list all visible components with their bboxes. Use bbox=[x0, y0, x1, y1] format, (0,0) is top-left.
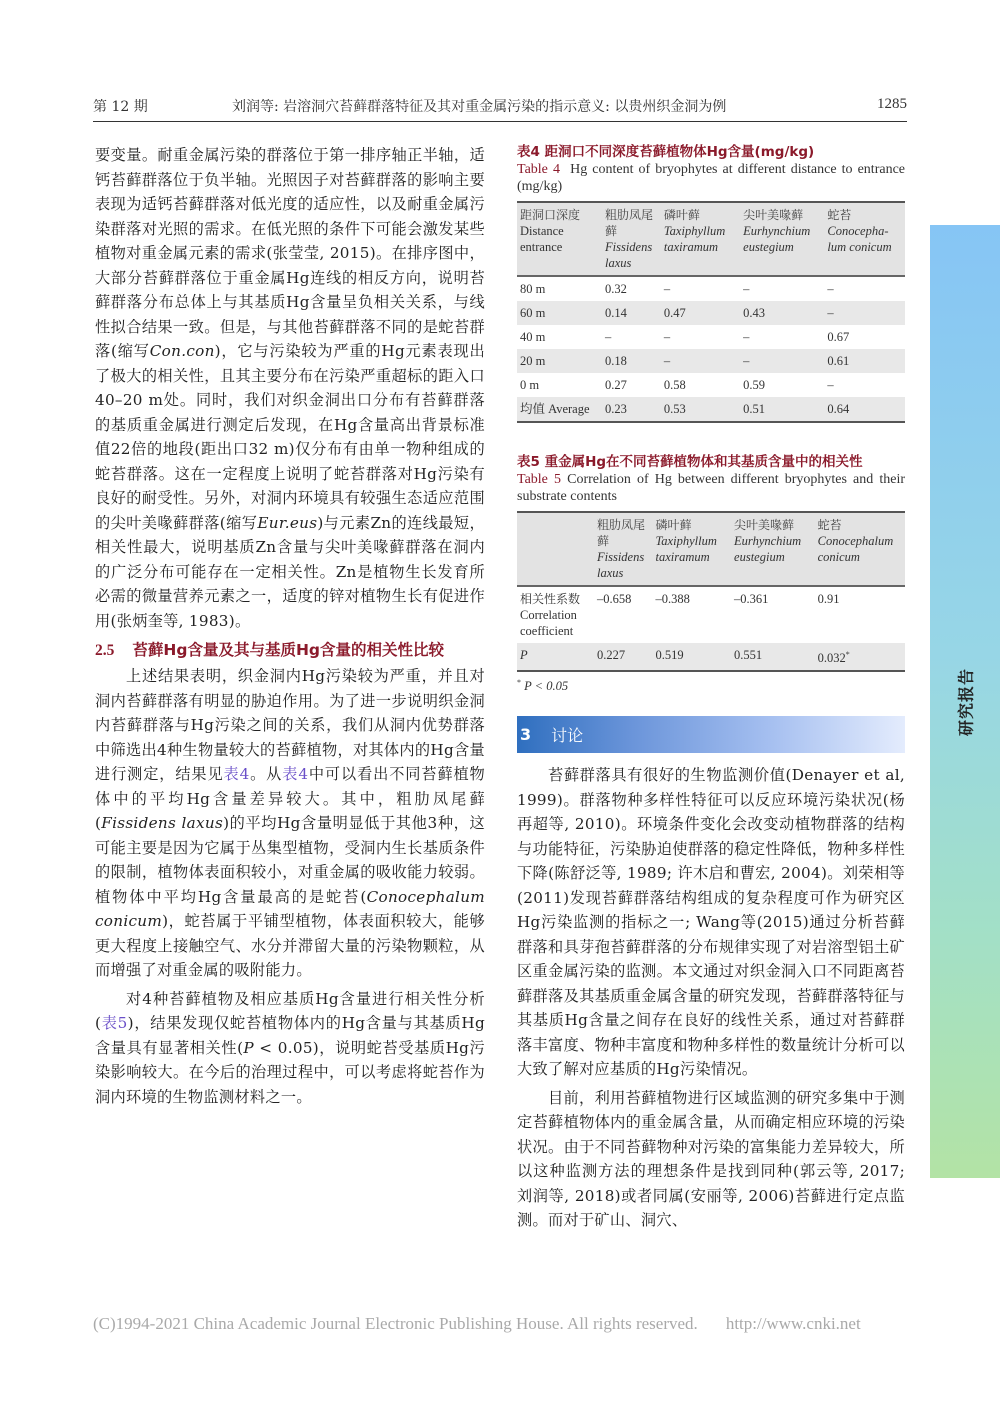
label-en: P bbox=[520, 648, 528, 662]
species-name: Conocephalum conicum bbox=[95, 887, 485, 930]
running-header bbox=[93, 96, 907, 118]
header-en: Eurhynchium eustegium bbox=[743, 224, 811, 254]
row-label: 60 m bbox=[517, 301, 602, 325]
note-text: P < 0.05 bbox=[524, 679, 569, 694]
table4-cell: – bbox=[827, 378, 834, 392]
table4-cell: 0.32 bbox=[605, 282, 627, 296]
right-column bbox=[517, 143, 905, 1233]
paragraph-discussion-2: 目前，利用苔藓植物进行区域监测的研究多集中于测定苔藓植物体内的重金属含量，从而确定相应环境的污染状况。由于不同苔藓物种对污染的富集能力差异较大，所以这种监测方法的理想条件是找到同种(郭云等, 2017; 刘润等, 2018)或者同属(安丽等, 2006)苔藓进行定点监测。而对于矿山、洞穴、 bbox=[517, 1088, 905, 1230]
header-cn: 磷叶藓 bbox=[663, 208, 700, 222]
cell-value: 0.551 bbox=[734, 648, 763, 662]
row-label bbox=[517, 586, 594, 643]
table4-cell: – bbox=[740, 349, 824, 373]
table5-cell bbox=[594, 586, 653, 643]
table4-header-cell bbox=[602, 202, 661, 276]
text-run: )与元素Zn的连线最短，相关性最大，说明基质Zn含量与尖叶美喙藓群落在洞内的广泛分布可能存在一定相关性。Zn是植物生长发育所必需的微量营养元素之一，适度的锌对植物生长有促进作用(张炳奎等, 1983)。 bbox=[95, 513, 485, 630]
table5-row bbox=[517, 643, 905, 671]
p-symbol: P bbox=[243, 1038, 254, 1057]
row-label bbox=[517, 643, 594, 671]
text-run: 上述结果表明，织金洞内Hg污染较为严重，并且对洞内苔藓群落有明显的胁迫作用。为了进一步说明织金洞内苔藓群落与Hg污染之间的关系，我们从洞内优势群落中筛选出4种生物量较大的苔藓植物，对其体内的Hg含量进行测定，结果见 bbox=[95, 667, 485, 783]
table4-cell: – bbox=[605, 330, 612, 344]
table4-cell: 0.61 bbox=[824, 349, 905, 373]
paragraph-correlation bbox=[95, 987, 485, 1110]
table4-link[interactable]: 表4 bbox=[282, 765, 309, 783]
table4-row bbox=[517, 373, 905, 397]
table-label: Table 5 bbox=[517, 472, 561, 487]
table4-row bbox=[517, 349, 905, 373]
table4-caption-en bbox=[517, 161, 905, 195]
section-side-tab bbox=[930, 225, 1000, 1178]
header-cn: 尖叶美喙藓 bbox=[743, 208, 804, 222]
table4-cell: 0.58 bbox=[663, 378, 686, 392]
table4-cell: – bbox=[824, 301, 905, 325]
caption-text: Correlation of Hg between different bryophytes and their substrate contents bbox=[517, 472, 905, 504]
footer bbox=[93, 1314, 907, 1334]
species-name: Fissidens laxus bbox=[101, 814, 224, 832]
header-en: Fissidens laxus bbox=[597, 550, 645, 580]
cell-value: 0.91 bbox=[817, 592, 840, 606]
section-heading-3 bbox=[517, 716, 905, 753]
table5-note bbox=[517, 678, 905, 694]
section-title: 苔藓Hg含量及其与基质Hg含量的相关性比较 bbox=[132, 641, 445, 659]
paragraph-ordination bbox=[95, 143, 485, 633]
header-cn: 粗肋凤尾藓 bbox=[605, 208, 654, 238]
row-label: 0 m bbox=[520, 378, 540, 392]
table4-cell: – bbox=[661, 349, 740, 373]
section-number: 3 bbox=[520, 725, 532, 745]
side-tab-label: 研究报告 bbox=[956, 667, 976, 736]
table5-header-cell bbox=[653, 512, 732, 586]
header-en: Taxiphyllum taxiramum bbox=[655, 534, 717, 564]
table5-header-cell bbox=[594, 512, 653, 586]
text-run: < 0.05)，说明蛇苔受基质Hg污染影响较大。在今后的治理过程中，可以考虑将蛇苔作为洞内环境的生物监测材料之一。 bbox=[95, 1038, 485, 1106]
table4-cell: 0.51 bbox=[740, 397, 824, 422]
footer-url[interactable]: http://www.cnki.net bbox=[725, 1314, 861, 1333]
table4-hg-content bbox=[517, 201, 905, 423]
table5-cell bbox=[815, 643, 905, 671]
table5-header-cell bbox=[517, 512, 594, 586]
table5-caption-cn: 表5 重金属Hg在不同苔藓植物体和其基质含量中的相关性 bbox=[517, 454, 863, 470]
header-cn: 蛇苔 bbox=[817, 518, 842, 532]
table4-cell: 0.43 bbox=[740, 301, 824, 325]
section-number: 2.5 bbox=[95, 642, 115, 659]
table5-cell bbox=[594, 643, 653, 671]
table5-cell bbox=[731, 643, 815, 671]
row-label: 20 m bbox=[517, 349, 602, 373]
section-title: 讨论 bbox=[551, 726, 584, 746]
header-cn: 尖叶美喙藓 bbox=[734, 518, 795, 532]
table5-correlation bbox=[517, 511, 905, 672]
header-en: Conocephalum conicum bbox=[817, 534, 894, 564]
row-label: 均值 Average bbox=[517, 397, 602, 422]
table4-cell: – bbox=[663, 282, 671, 296]
table5-cell bbox=[731, 586, 815, 643]
label-en: Correlation coefficient bbox=[520, 608, 577, 638]
table5-cell bbox=[653, 586, 732, 643]
table4-header-cell bbox=[661, 202, 740, 276]
table4-header-cell bbox=[740, 202, 824, 276]
table5-header-cell bbox=[815, 512, 905, 586]
header-cn: 蛇苔 bbox=[827, 208, 852, 222]
table4-cell: 0.64 bbox=[824, 397, 905, 422]
text-run: 要变量。耐重金属污染的群落位于第一排序轴正半轴，适钙苔藓群落位于负半轴。光照因子对苔藓群落的影响主要表现为适钙苔藓群落对低光度的适应性，以及耐重金属污染群落对光照的需求。在低光照的条件下可能会激发某些植物对重金属元素的需求(张莹莹, 2015)。在排序图中，大部分苔藓群落位于重金属Hg连线的相反方向，说明苔藓群落分布总体上与其基质Hg含量呈负相关关系，与线性拟合结果一致。但是，与其他苔藓群落不同的是蛇苔群落(缩写 bbox=[95, 146, 485, 360]
table5-cell bbox=[815, 586, 905, 643]
row-label: 40 m bbox=[520, 330, 546, 344]
header-en: Distance entrance bbox=[520, 224, 564, 254]
cell-value: –0.658 bbox=[597, 592, 632, 606]
header-cn: 距洞口深度 bbox=[520, 208, 581, 222]
table4-header-cell bbox=[824, 202, 905, 276]
abbr-eur-eus: Eur.eus bbox=[257, 513, 318, 532]
text-run: )，蛇苔属于平铺型植物，体表面积较大，能够更大程度上接触空气、水分并滞留大量的污染物颗粒，从而增强了对重金属的吸附能力。 bbox=[95, 912, 485, 979]
paragraph-discussion-1: 苔藓群落具有很好的生物监测价值(Denayer et al, 1999)。群落物种多样性特征可以反应环境污染状况(杨再超等, 2010)。环境条件变化会改变动植物群落的结构与功能特征，污染胁迫使群落的稳定性降低，物种多样性下降(陈舒泛等, 1989; 许木启和曹宏, 2004)。刘荣相等(2011)发现苔藓群落结构组成的复杂程度可作为研究区Hg污染监测的指标之一; Wang等(2015)通过分析苔藓群落和具芽孢苔藓群落的分布规律实现了对岩溶型铝土矿区重金属污染的监测。本文通过对织金洞入口不同距离苔藓群落及其基质重金属含量的研究发现，苔藓群落特征与其基质Hg含量之间存在良好的线性关系，通过对苔藓群落丰富度、物种丰富度和物种多样性的数量统计分析可以大致了解对应基质的Hg污染情况。 bbox=[517, 766, 905, 1079]
note-marker: * bbox=[517, 678, 521, 688]
table4-cell: – bbox=[743, 330, 750, 344]
table4-cell: 0.27 bbox=[605, 378, 627, 392]
table-label: Table 4 bbox=[517, 162, 560, 177]
table4-row bbox=[517, 325, 905, 349]
cell-value: 0.227 bbox=[597, 648, 626, 662]
significance-marker: * bbox=[845, 650, 850, 659]
header-en: Fissidens laxus bbox=[605, 240, 653, 270]
table4-row bbox=[517, 397, 905, 422]
text-run: )，它与污染较为严重的Hg元素表现出了极大的相关性，且其主要分布在污染严重超标的距入口40–20 m处。同时，我们对织金洞出口分布有苔藓群落的基质重金属进行测定后发现，在Hg含量高出背景标准值22倍的地段(距出口32 m)仅分布有由单一物种组成的蛇苔群落。这在一定程度上说明了蛇苔群落对Hg污染有良好的耐受性。另外，对洞内环境具有较强生态适应范围的尖叶美喙藓群落(缩写 bbox=[95, 342, 485, 532]
table4-cell: 0.53 bbox=[661, 397, 740, 422]
header-en: Eurhynchium eustegium bbox=[734, 534, 802, 564]
table4-cell: 0.14 bbox=[602, 301, 661, 325]
table4-link[interactable]: 表4 bbox=[223, 765, 250, 783]
row-label: 80 m bbox=[520, 282, 546, 296]
abbr-con-con: Con.con bbox=[149, 342, 215, 360]
running-title: 刘润等: 岩溶洞穴苔藓群落特征及其对重金属污染的指示意义: 以贵州织金洞为例 bbox=[232, 99, 727, 115]
table4-cell: 0.47 bbox=[661, 301, 740, 325]
header-en: Taxiphyllum taxiramum bbox=[663, 224, 726, 254]
text-run: )的平均Hg含量明显低于其他3种，这可能主要是因为它属于丛集型植物，受洞内生长基质条件的限制，植物体表面积较小，对重金属的吸收能力较弱。植物体中平均Hg含量最高的是蛇苔( bbox=[95, 814, 485, 906]
label-cn: 相关性系数 bbox=[520, 592, 581, 606]
table5-link[interactable]: 表5 bbox=[101, 1014, 128, 1032]
left-column bbox=[95, 143, 485, 1109]
section-heading-2-5 bbox=[95, 637, 485, 664]
table4-row bbox=[517, 301, 905, 325]
text-run: 。从 bbox=[249, 765, 283, 783]
table4-header-cell bbox=[517, 202, 602, 276]
cell-value: 0.032 bbox=[817, 651, 846, 666]
text-run: 中可以看出不同苔藓植物体中的平均Hg含量差异较大。其中，粗肋凤尾藓( bbox=[95, 765, 485, 832]
table4-cell: 0.18 bbox=[602, 349, 661, 373]
paragraph-hg-content bbox=[95, 664, 485, 983]
table4-caption-cn: 表4 距洞口不同深度苔藓植物体Hg含量(mg/kg) bbox=[517, 144, 815, 160]
table4-cell: – bbox=[663, 330, 671, 344]
text-run: )，结果发现仅蛇苔植物体内的Hg含量与其基质Hg含量具有显著相关性( bbox=[95, 1014, 486, 1057]
issue-number: 第 12 期 bbox=[93, 99, 148, 115]
table4-cell: – bbox=[743, 282, 750, 296]
table4-cell: 0.67 bbox=[827, 330, 850, 344]
table5-header-cell bbox=[731, 512, 815, 586]
header-cn: 粗肋凤尾藓 bbox=[597, 518, 646, 548]
table5-row bbox=[517, 586, 905, 643]
table4-cell: – bbox=[827, 282, 834, 296]
copyright-text: (C)1994-2021 China Academic Journal Electronic Publishing House. All rights reserved. bbox=[93, 1314, 698, 1333]
header-rule bbox=[93, 121, 907, 122]
text-run: 对4种苔藓植物及相应基质Hg含量进行相关性分析( bbox=[95, 989, 485, 1032]
header-cn: 磷叶藓 bbox=[655, 518, 692, 532]
table5-cell bbox=[653, 643, 732, 671]
table4-cell: 0.23 bbox=[602, 397, 661, 422]
header-en: Conocepha-lum conicum bbox=[827, 224, 892, 254]
cell-value: 0.519 bbox=[655, 648, 684, 662]
table5-caption-en bbox=[517, 471, 905, 505]
table4-row bbox=[517, 276, 905, 301]
page-number: 1285 bbox=[877, 96, 907, 112]
cell-value: –0.361 bbox=[734, 592, 769, 606]
caption-text: Hg content of bryophytes at different distance to entrance (mg/kg) bbox=[517, 162, 905, 194]
cell-value: –0.388 bbox=[655, 592, 690, 606]
table4-cell: 0.59 bbox=[743, 378, 766, 392]
